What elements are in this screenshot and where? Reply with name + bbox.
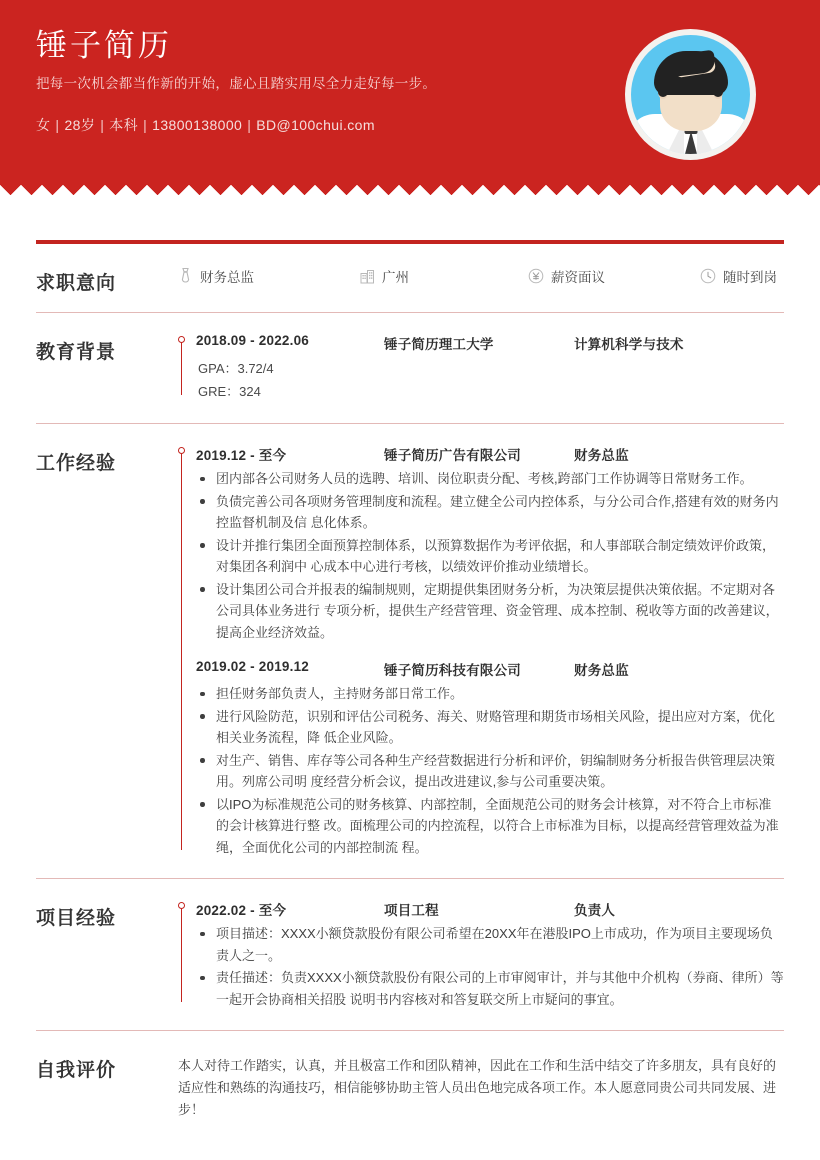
intent-item-city	[360, 266, 528, 286]
section-self-evaluation	[36, 1031, 784, 1151]
work-entry-header	[196, 659, 784, 679]
avatar-tie	[685, 131, 697, 154]
timeline-line	[181, 339, 182, 395]
clock-icon	[700, 268, 716, 284]
list-item: 设计集团公司合并报表的编制规则，定期提供集团财务分析，为决策层提供决策依据。不定期对各公司具体业务进行 专项分析，提供生产经营管理、资金管理、成本控制、税收等方面的改善建议，提高企业经济效益。	[196, 579, 784, 644]
meta-separator: |	[55, 117, 60, 133]
building-icon	[360, 269, 375, 284]
education-entry-header	[196, 333, 784, 353]
intent-label-position: 财务总监	[200, 270, 254, 285]
section-title-education: 教育背景	[36, 342, 117, 363]
timeline-line	[181, 905, 182, 1002]
section-title-work-experience: 工作经验	[36, 453, 117, 474]
section-body-job-intention	[178, 244, 784, 312]
work-company: 锤子简历广告有限公司	[384, 448, 521, 463]
timeline-dot	[178, 336, 185, 343]
section-title-self-evaluation: 自我评价	[36, 1060, 117, 1081]
section-education	[36, 313, 784, 424]
education-school: 锤子简历理工大学	[384, 337, 494, 352]
section-work-experience	[36, 424, 784, 879]
list-item: 设计并推行集团全面预算控制体系，以预算数据作为考评依据，和人事部联合制定绩效评价政策，对集团各利润中 心成本中心进行考核，以绩效评价推动业绩增长。	[196, 535, 784, 578]
work-date: 2019.02 - 2019.12	[196, 659, 309, 674]
meta-separator: |	[100, 117, 105, 133]
project-entry-header	[196, 899, 784, 919]
zigzag-divider	[0, 183, 820, 196]
education-date: 2018.09 - 2022.06	[196, 333, 309, 348]
meta-age: 28岁	[64, 117, 96, 133]
education-gpa: GPA：3.72/4	[198, 361, 274, 376]
timeline-dot	[178, 902, 185, 909]
resume-header	[0, 0, 820, 196]
work-timeline	[178, 444, 784, 858]
intent-label-availability: 随时到岗	[723, 270, 777, 285]
work-entry-header	[196, 444, 784, 464]
intent-item-salary	[528, 266, 700, 286]
work-company: 锤子简历科技有限公司	[384, 663, 521, 678]
self-evaluation-text: 本人对待工作踏实，认真，并且极富工作和团队精神，因此在工作和生活中结交了许多朋友，具有良好的适应性和熟练的沟通技巧，相信能够协助主管人员出色地完成各项工作。本人愿意同贵公司共同发展、进步！	[178, 1058, 777, 1117]
project-bullet-list	[196, 923, 784, 1010]
section-body-education	[178, 313, 784, 423]
page-title: 锤子简历	[36, 28, 172, 63]
project-role: 负责人	[574, 903, 616, 918]
education-timeline	[178, 333, 784, 403]
header-text-block	[0, 0, 600, 135]
avatar-sideburn-left	[658, 75, 668, 97]
list-item: 负债完善公司各项财务管理制度和流程。建立健全公司内控体系，与分公司合作,搭建有效的财务内控监督机制及信 息化体系。	[196, 491, 784, 534]
resume-body	[0, 240, 820, 1151]
list-item: 对生产、销售、库存等公司各种生产经营数据进行分析和评价，钥编制财务分析报告供管理层决策用。列席公司明 度经营分析会议，提出改进建议,参与公司重要决策。	[196, 750, 784, 793]
education-gre: GRE：324	[198, 384, 261, 399]
list-item: 责任描述：负责XXXX小额贷款股份有限公司的上市审阅审计，并与其他中介机构（券商、律所）等一起开会协商相关招股 说明书内容核对和答复联交所上市疑问的事宜。	[196, 967, 784, 1010]
timeline-dot	[178, 447, 185, 454]
list-item: 进行风险防范，识别和评估公司税务、海关、财赂管理和期货市场相关风险，提出应对方案，优化相关业务流程，降 低企业风险。	[196, 706, 784, 749]
meta-separator: |	[143, 117, 148, 133]
header-slogan: 把每一次机会都当作新的开始，虚心且踏实用尽全力走好每一步。	[36, 76, 437, 91]
intent-label-city: 广州	[382, 270, 409, 285]
intent-label-salary: 薪资面议	[551, 270, 605, 285]
timeline-line	[181, 450, 182, 850]
project-name: 项目工程	[384, 903, 439, 918]
yen-circle-icon	[528, 268, 544, 284]
list-item: 项目描述：XXXX小额贷款股份有限公司希望在20XX年在港股IPO上市成功，作为项目主要现场负责人之一。	[196, 923, 784, 966]
education-major: 计算机科学与技术	[574, 337, 684, 352]
section-job-intention	[36, 244, 784, 313]
work-entry	[196, 659, 784, 858]
section-body-self-evaluation	[178, 1031, 784, 1151]
meta-separator: |	[247, 117, 252, 133]
work-date: 2019.12 - 至今	[196, 448, 287, 463]
list-item: 团内部各公司财务人员的选聘、培训、岗位职责分配、考核,跨部门工作协调等日常财务工作。	[196, 468, 784, 490]
education-details	[196, 357, 784, 403]
work-role: 财务总监	[574, 663, 629, 678]
intent-item-position	[178, 266, 360, 286]
work-role: 财务总监	[574, 448, 629, 463]
header-meta-line	[36, 115, 600, 135]
project-timeline	[178, 899, 784, 1010]
avatar-illustration	[631, 35, 750, 154]
section-project-experience	[36, 879, 784, 1031]
section-title-project-experience: 项目经验	[36, 908, 117, 929]
section-title-job-intention: 求职意向	[36, 273, 117, 294]
meta-phone: 13800138000	[152, 117, 243, 133]
section-body-project-experience	[178, 879, 784, 1030]
meta-email: BD@100chui.com	[256, 117, 375, 133]
avatar-sideburn-right	[713, 75, 723, 97]
necktie-icon	[178, 267, 193, 286]
project-date: 2022.02 - 至今	[196, 903, 287, 918]
work-bullet-list	[196, 468, 784, 643]
list-item: 以IPO为标准规范公司的财务核算、内部控制，全面规范公司的财务会计核算，对不符合上市标准的会计核算进行整 改。面梳理公司的内控流程，以符合上市标准为目标，以提高经营管理效益为准绳，全面优化公司的内部控制流 程。	[196, 794, 784, 859]
work-bullet-list	[196, 683, 784, 858]
meta-degree: 本科	[109, 117, 139, 133]
job-intention-row	[178, 266, 784, 286]
list-item: 担任财务部负责人，主持财务部日常工作。	[196, 683, 784, 705]
project-entry	[196, 899, 784, 1010]
meta-gender: 女	[36, 117, 51, 133]
work-entry	[196, 444, 784, 643]
avatar	[625, 29, 756, 160]
education-entry	[196, 333, 784, 403]
intent-item-availability	[700, 266, 777, 286]
section-body-work-experience	[178, 424, 784, 878]
